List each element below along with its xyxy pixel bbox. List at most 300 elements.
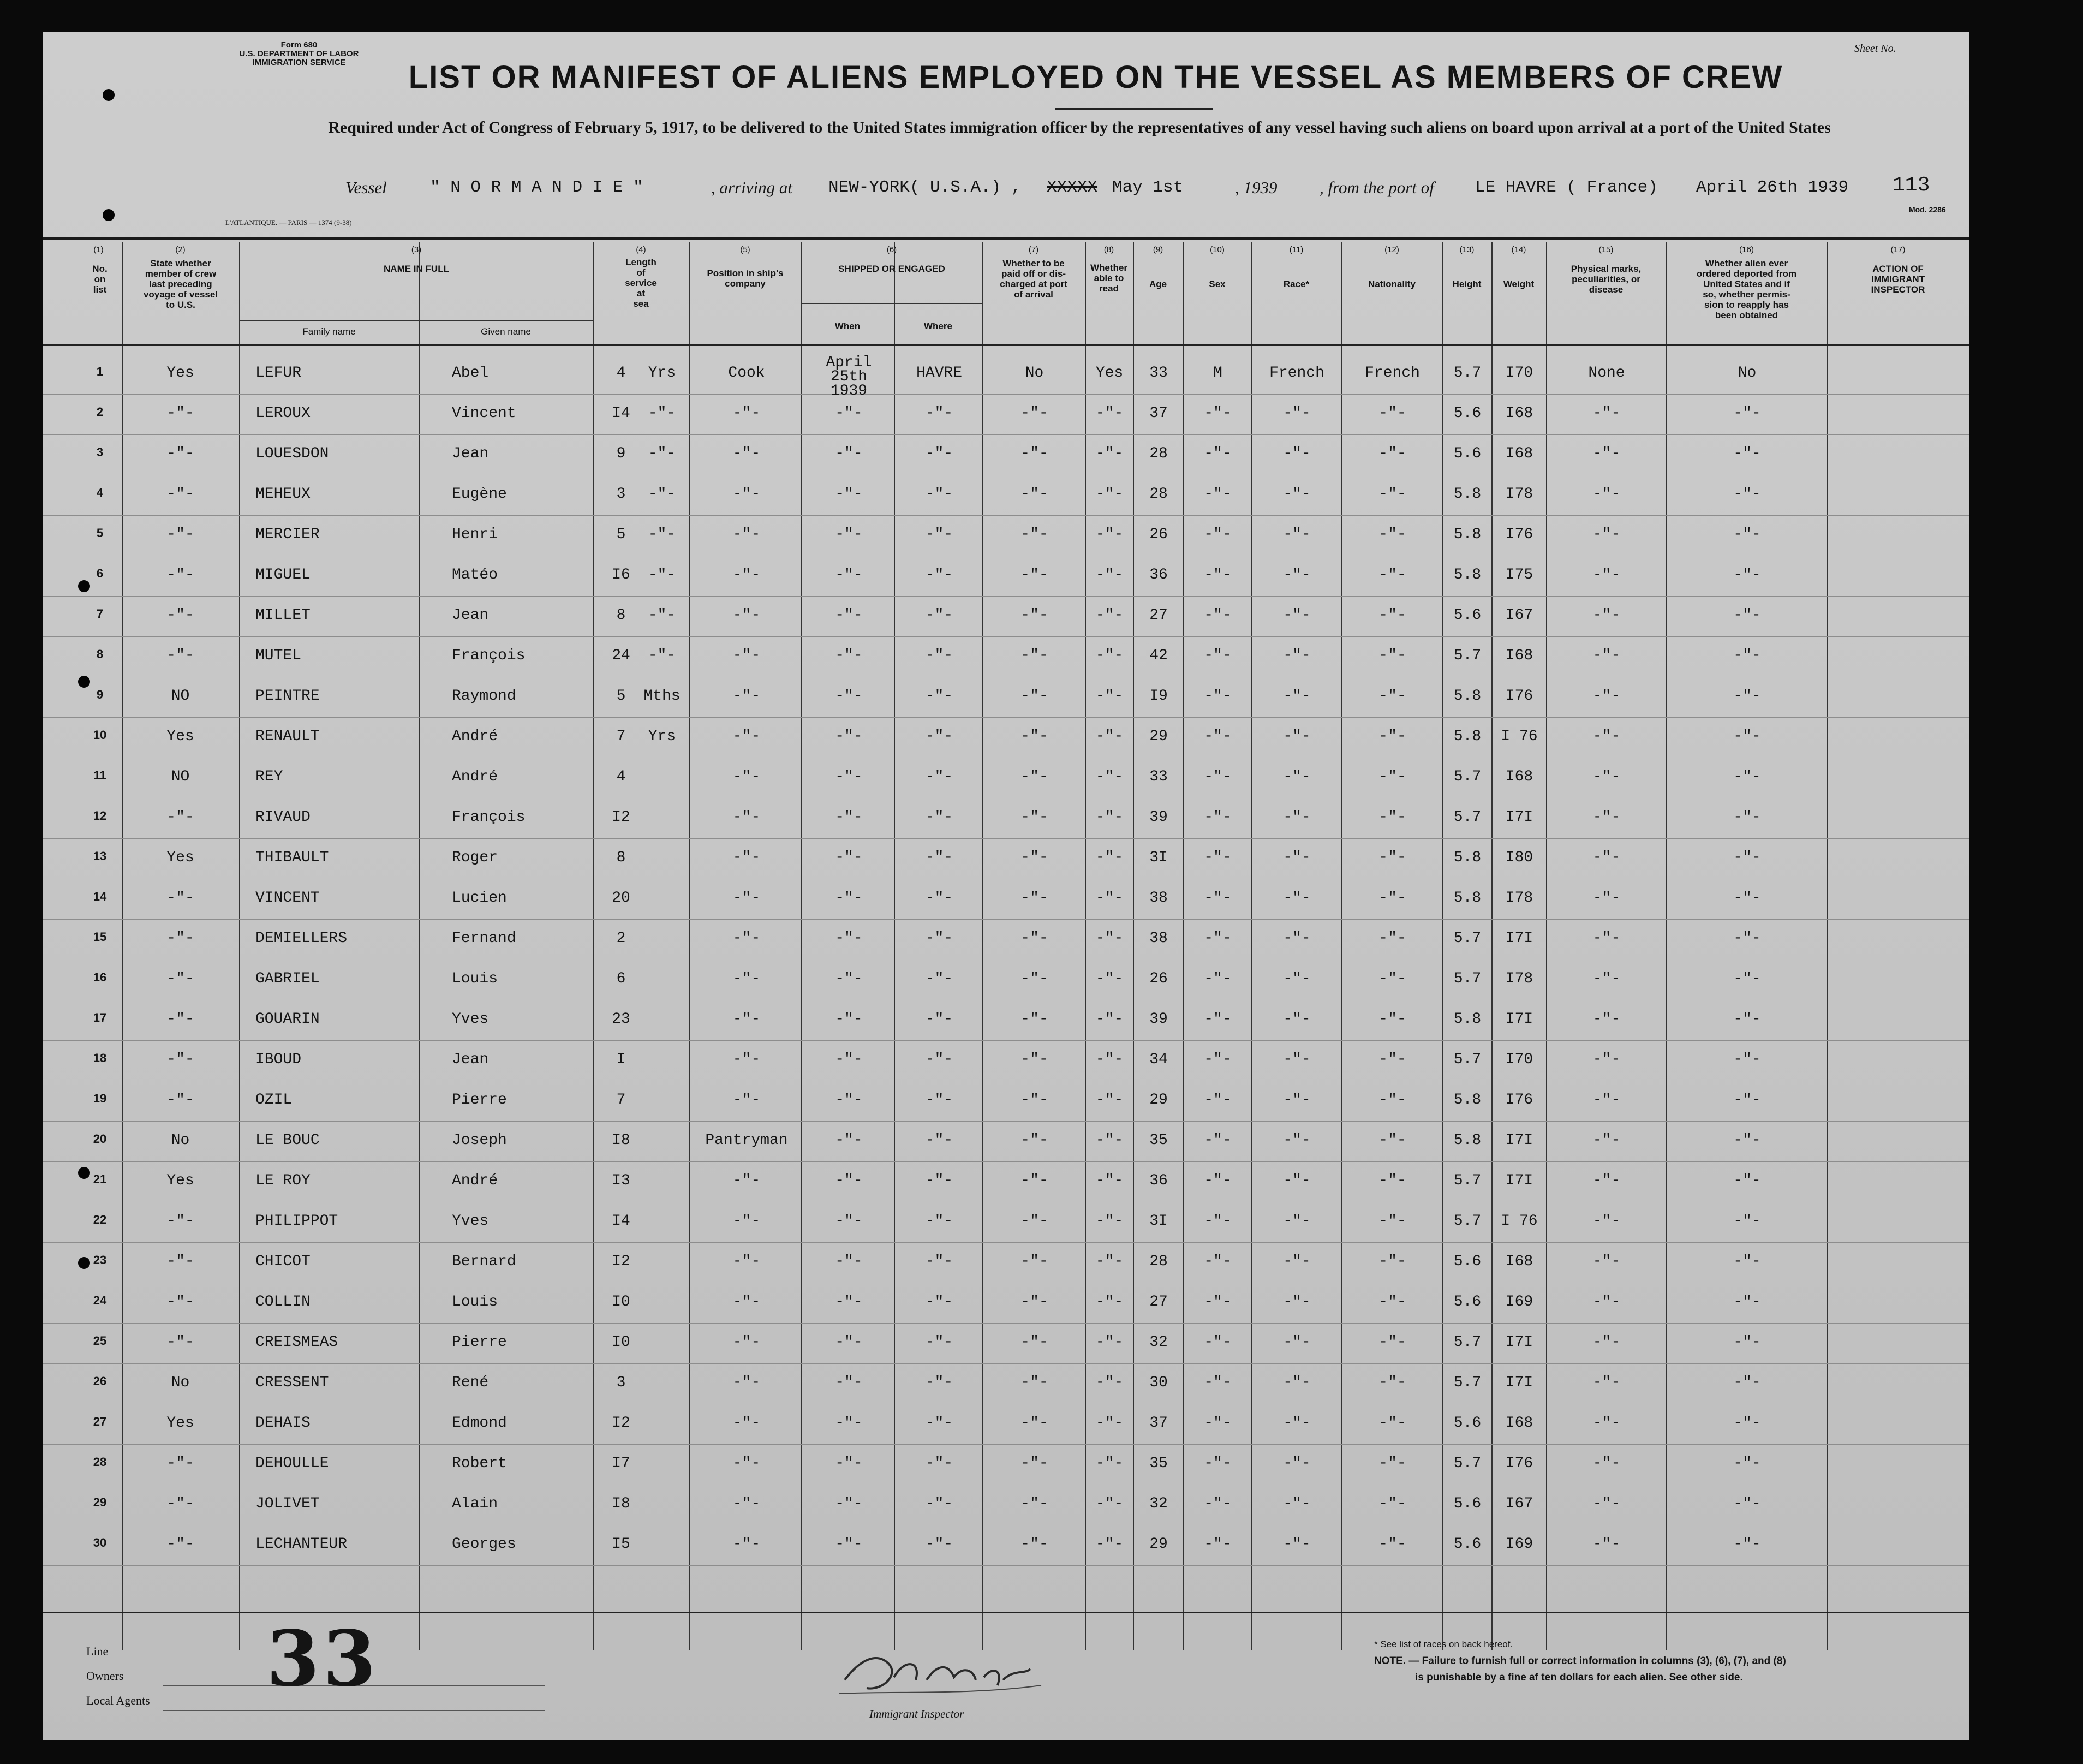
row-rule bbox=[43, 1565, 1969, 1566]
column-number: (4) bbox=[636, 245, 646, 254]
cell-shipped-when: -"- bbox=[835, 809, 863, 826]
cell-able-to-read: -"- bbox=[1095, 1051, 1124, 1068]
cell-sex: -"- bbox=[1204, 1092, 1232, 1109]
cell-shipped-when: -"- bbox=[835, 890, 863, 907]
cell-sex: -"- bbox=[1204, 930, 1232, 947]
cell-family-name: CREISMEAS bbox=[255, 1334, 338, 1351]
cell-paid-off: -"- bbox=[1020, 930, 1048, 947]
cell-shipped-where: -"- bbox=[925, 1374, 953, 1391]
cell-list-number: 3 bbox=[96, 445, 104, 459]
cell-nationality: -"- bbox=[1378, 849, 1406, 866]
cell-previous-voyage: -"- bbox=[166, 1495, 194, 1512]
cell-paid-off: -"- bbox=[1020, 445, 1048, 462]
cell-paid-off: -"- bbox=[1020, 809, 1048, 826]
column-header-bottom bbox=[43, 344, 1969, 346]
row-rule bbox=[43, 717, 1969, 718]
cell-paid-off: -"- bbox=[1020, 526, 1048, 543]
cell-age: 26 bbox=[1149, 970, 1168, 987]
cell-age: 39 bbox=[1149, 1011, 1168, 1028]
header-list-number: No. on list bbox=[92, 264, 108, 295]
cell-position: -"- bbox=[732, 930, 761, 947]
cell-given-name: Vincent bbox=[452, 405, 516, 422]
cell-height: 5.7 bbox=[1453, 809, 1482, 826]
cell-physical-marks: -"- bbox=[1592, 890, 1621, 907]
cell-position: -"- bbox=[732, 809, 761, 826]
cell-list-number: 19 bbox=[93, 1092, 107, 1105]
cell-service-length: I0 bbox=[612, 1334, 630, 1351]
cell-paid-off: -"- bbox=[1020, 607, 1048, 624]
cell-physical-marks: -"- bbox=[1592, 567, 1621, 583]
row-rule bbox=[43, 838, 1969, 839]
cell-previous-voyage: -"- bbox=[166, 1294, 194, 1310]
cell-nationality: -"- bbox=[1378, 486, 1406, 503]
cell-sex: -"- bbox=[1204, 1536, 1232, 1553]
cell-race: -"- bbox=[1283, 1374, 1311, 1391]
cell-service-length: 3 bbox=[616, 1374, 626, 1391]
row-rule bbox=[43, 1363, 1969, 1364]
cell-weight: I7I bbox=[1505, 1172, 1533, 1189]
sheet-number-label: Sheet No. bbox=[1854, 43, 1896, 55]
cell-nationality: -"- bbox=[1378, 647, 1406, 664]
cell-list-number: 28 bbox=[93, 1455, 107, 1469]
cell-family-name: MUTEL bbox=[255, 647, 302, 664]
cell-weight: I75 bbox=[1505, 567, 1533, 583]
cell-paid-off: -"- bbox=[1020, 405, 1048, 422]
cell-position: -"- bbox=[732, 1051, 761, 1068]
cell-weight: I76 bbox=[1505, 526, 1533, 543]
cell-given-name: Abel bbox=[452, 365, 489, 382]
cell-sex: -"- bbox=[1204, 1132, 1232, 1149]
cell-list-number: 10 bbox=[93, 728, 107, 742]
cell-position: -"- bbox=[732, 1213, 761, 1230]
cell-deported: -"- bbox=[1733, 1455, 1761, 1472]
cell-position: -"- bbox=[732, 1092, 761, 1109]
cell-position: Pantryman bbox=[705, 1132, 788, 1149]
header-service-length: Length of service at sea bbox=[625, 257, 657, 309]
cell-deported: -"- bbox=[1733, 1536, 1761, 1553]
cell-position: -"- bbox=[732, 970, 761, 987]
cell-previous-voyage: -"- bbox=[166, 1536, 194, 1553]
cell-family-name: LEROUX bbox=[255, 405, 311, 422]
cell-race: -"- bbox=[1283, 930, 1311, 947]
cell-age: 30 bbox=[1149, 1374, 1168, 1391]
cell-deported: -"- bbox=[1733, 405, 1761, 422]
cell-position: -"- bbox=[732, 1294, 761, 1310]
cell-weight: I68 bbox=[1505, 1415, 1533, 1432]
cell-nationality: -"- bbox=[1378, 607, 1406, 624]
cell-previous-voyage: -"- bbox=[166, 486, 194, 503]
cell-shipped-where: -"- bbox=[925, 1334, 953, 1351]
cell-shipped-where: -"- bbox=[925, 1415, 953, 1432]
cell-able-to-read: -"- bbox=[1095, 1536, 1124, 1553]
cell-sex: -"- bbox=[1204, 526, 1232, 543]
cell-able-to-read: -"- bbox=[1095, 1011, 1124, 1028]
cell-family-name: DEHAIS bbox=[255, 1415, 311, 1432]
cell-able-to-read: -"- bbox=[1095, 1172, 1124, 1189]
cell-service-length: I8 bbox=[612, 1132, 630, 1149]
cell-paid-off: -"- bbox=[1020, 1253, 1048, 1270]
cell-able-to-read: -"- bbox=[1095, 1213, 1124, 1230]
fine-note: is punishable by a fine af ten dollars for each alien. See other side. bbox=[1415, 1672, 1743, 1683]
cell-service-length: 2 bbox=[616, 930, 626, 947]
cell-given-name: Jean bbox=[452, 607, 489, 624]
cell-given-name: Louis bbox=[452, 1294, 498, 1310]
cell-sex: -"- bbox=[1204, 890, 1232, 907]
cell-race: -"- bbox=[1283, 1213, 1311, 1230]
cell-height: 5.8 bbox=[1453, 1092, 1482, 1109]
row-rule bbox=[43, 1121, 1969, 1122]
cell-sex: -"- bbox=[1204, 1495, 1232, 1512]
cell-service-length: 7 bbox=[616, 728, 626, 745]
cell-weight: I76 bbox=[1505, 688, 1533, 705]
cell-nationality: -"- bbox=[1378, 1172, 1406, 1189]
cell-position: -"- bbox=[732, 1253, 761, 1270]
column-number: (10) bbox=[1210, 245, 1225, 254]
column-divider bbox=[419, 242, 420, 1650]
cell-shipped-where: -"- bbox=[925, 768, 953, 785]
cell-service-length: I2 bbox=[612, 809, 630, 826]
cell-race: -"- bbox=[1283, 1334, 1311, 1351]
cell-height: 5.7 bbox=[1453, 647, 1482, 664]
cell-race: -"- bbox=[1283, 1172, 1311, 1189]
cell-position: -"- bbox=[732, 567, 761, 583]
column-divider bbox=[894, 242, 895, 1650]
cell-able-to-read: -"- bbox=[1095, 567, 1124, 583]
shipped-subheader-rule bbox=[801, 303, 982, 304]
cell-family-name: MIGUEL bbox=[255, 567, 311, 583]
cell-list-number: 23 bbox=[93, 1253, 107, 1267]
cell-deported: -"- bbox=[1733, 1294, 1761, 1310]
cell-position: -"- bbox=[732, 1374, 761, 1391]
cell-shipped-when: -"- bbox=[835, 486, 863, 503]
cell-able-to-read: -"- bbox=[1095, 768, 1124, 785]
cell-nationality: -"- bbox=[1378, 1455, 1406, 1472]
cell-able-to-read: -"- bbox=[1095, 1092, 1124, 1109]
cell-weight: I67 bbox=[1505, 1495, 1533, 1512]
row-rule bbox=[43, 1161, 1969, 1162]
column-number: (2) bbox=[175, 245, 186, 254]
cell-able-to-read: -"- bbox=[1095, 1253, 1124, 1270]
header-family-name: Family name bbox=[302, 326, 356, 337]
cell-physical-marks: -"- bbox=[1592, 1172, 1621, 1189]
footer-rule bbox=[43, 1612, 1969, 1613]
cell-given-name: René bbox=[452, 1374, 489, 1391]
cell-family-name: LE BOUC bbox=[255, 1132, 320, 1149]
cell-age: 33 bbox=[1149, 768, 1168, 785]
inspector-label: Immigrant Inspector bbox=[869, 1707, 964, 1720]
cell-weight: I78 bbox=[1505, 970, 1533, 987]
cell-sex: -"- bbox=[1204, 1011, 1232, 1028]
cell-weight: I 76 bbox=[1501, 728, 1538, 745]
cell-paid-off: -"- bbox=[1020, 1051, 1048, 1068]
cell-physical-marks: -"- bbox=[1592, 1455, 1621, 1472]
cell-nationality: -"- bbox=[1378, 930, 1406, 947]
cell-physical-marks: -"- bbox=[1592, 647, 1621, 664]
cell-shipped-when: -"- bbox=[835, 1051, 863, 1068]
cell-race: -"- bbox=[1283, 405, 1311, 422]
cell-age: 38 bbox=[1149, 890, 1168, 907]
cell-nationality: -"- bbox=[1378, 405, 1406, 422]
cell-deported: -"- bbox=[1733, 930, 1761, 947]
cell-height: 5.6 bbox=[1453, 1294, 1482, 1310]
cell-previous-voyage: No bbox=[171, 1374, 190, 1391]
cell-physical-marks: -"- bbox=[1592, 1092, 1621, 1109]
cell-service-unit: -"- bbox=[648, 405, 676, 422]
cell-shipped-where: -"- bbox=[925, 1213, 953, 1230]
cell-given-name: Raymond bbox=[452, 688, 516, 705]
cell-position: -"- bbox=[732, 445, 761, 462]
header-nationality: Nationality bbox=[1368, 279, 1416, 289]
from-port-label: , from the port of bbox=[1320, 178, 1434, 197]
row-rule bbox=[43, 1040, 1969, 1041]
cell-position: -"- bbox=[732, 1334, 761, 1351]
cell-previous-voyage: -"- bbox=[166, 1011, 194, 1028]
cell-service-length: 20 bbox=[612, 890, 630, 907]
cell-service-length: I7 bbox=[612, 1455, 630, 1472]
cell-list-number: 7 bbox=[96, 607, 104, 621]
cell-sex: -"- bbox=[1204, 445, 1232, 462]
cell-paid-off: No bbox=[1025, 365, 1044, 382]
cell-race: -"- bbox=[1283, 647, 1311, 664]
cell-height: 5.7 bbox=[1453, 1172, 1482, 1189]
cell-deported: -"- bbox=[1733, 607, 1761, 624]
cell-shipped-where: HAVRE bbox=[916, 365, 962, 382]
cell-shipped-where: -"- bbox=[925, 849, 953, 866]
cell-height: 5.6 bbox=[1453, 405, 1482, 422]
cell-height: 5.7 bbox=[1453, 1213, 1482, 1230]
cell-nationality: -"- bbox=[1378, 728, 1406, 745]
cell-service-length: I3 bbox=[612, 1172, 630, 1189]
cell-physical-marks: None bbox=[1588, 365, 1625, 382]
cell-list-number: 20 bbox=[93, 1132, 107, 1146]
cell-family-name: COLLIN bbox=[255, 1294, 311, 1310]
cell-shipped-where: -"- bbox=[925, 607, 953, 624]
cell-shipped-when: -"- bbox=[835, 930, 863, 947]
races-note: * See list of races on back hereof. bbox=[1374, 1639, 1513, 1649]
cell-height: 5.8 bbox=[1453, 728, 1482, 745]
cell-able-to-read: -"- bbox=[1095, 486, 1124, 503]
cell-position: -"- bbox=[732, 1455, 761, 1472]
cell-deported: -"- bbox=[1733, 1415, 1761, 1432]
cell-position: -"- bbox=[732, 1011, 761, 1028]
cell-race: -"- bbox=[1283, 1051, 1311, 1068]
cell-race: -"- bbox=[1283, 1455, 1311, 1472]
cell-list-number: 1 bbox=[96, 365, 104, 378]
cell-sex: -"- bbox=[1204, 1294, 1232, 1310]
cell-list-number: 4 bbox=[96, 486, 104, 499]
cell-age: 3I bbox=[1149, 849, 1168, 866]
cell-sex: -"- bbox=[1204, 1415, 1232, 1432]
cell-weight: I67 bbox=[1505, 607, 1533, 624]
cell-age: 32 bbox=[1149, 1334, 1168, 1351]
cell-age: 27 bbox=[1149, 607, 1168, 624]
header-physical-marks: Physical marks, peculiarities, or disease bbox=[1571, 264, 1642, 295]
cell-service-unit: -"- bbox=[648, 445, 676, 462]
vessel-label: Vessel bbox=[345, 178, 387, 197]
header-when: When bbox=[834, 321, 861, 331]
cell-physical-marks: -"- bbox=[1592, 1294, 1621, 1310]
cell-able-to-read: -"- bbox=[1095, 647, 1124, 664]
arrival-year: , 1939 bbox=[1235, 178, 1278, 197]
cell-list-number: 22 bbox=[93, 1213, 107, 1226]
cell-shipped-when: April 25th 1939 bbox=[826, 354, 872, 400]
cell-paid-off: -"- bbox=[1020, 1132, 1048, 1149]
cell-weight: I69 bbox=[1505, 1294, 1533, 1310]
cell-given-name: Pierre bbox=[452, 1334, 507, 1351]
cell-nationality: -"- bbox=[1378, 688, 1406, 705]
cell-race: -"- bbox=[1283, 809, 1311, 826]
cell-height: 5.6 bbox=[1453, 1495, 1482, 1512]
cell-given-name: André bbox=[452, 1172, 498, 1189]
cell-list-number: 29 bbox=[93, 1495, 107, 1509]
cell-family-name: GABRIEL bbox=[255, 970, 320, 987]
cell-family-name: MILLET bbox=[255, 607, 311, 624]
cell-given-name: André bbox=[452, 768, 498, 785]
cell-service-length: 23 bbox=[612, 1011, 630, 1028]
cell-shipped-where: -"- bbox=[925, 526, 953, 543]
cell-physical-marks: -"- bbox=[1592, 1536, 1621, 1553]
cell-age: 3I bbox=[1149, 1213, 1168, 1230]
cell-family-name: RIVAUD bbox=[255, 809, 311, 826]
cell-paid-off: -"- bbox=[1020, 1415, 1048, 1432]
cell-age: 28 bbox=[1149, 1253, 1168, 1270]
cell-sex: -"- bbox=[1204, 1374, 1232, 1391]
cell-nationality: -"- bbox=[1378, 1536, 1406, 1553]
cell-race: -"- bbox=[1283, 1495, 1311, 1512]
cell-age: 42 bbox=[1149, 647, 1168, 664]
cell-deported: -"- bbox=[1733, 567, 1761, 583]
cell-race: -"- bbox=[1283, 1092, 1311, 1109]
cell-paid-off: -"- bbox=[1020, 1294, 1048, 1310]
cell-given-name: Jean bbox=[452, 1051, 489, 1068]
row-rule bbox=[43, 1242, 1969, 1243]
cell-sex: -"- bbox=[1204, 809, 1232, 826]
cell-family-name: VINCENT bbox=[255, 890, 320, 907]
cell-sex: -"- bbox=[1204, 486, 1232, 503]
cell-deported: -"- bbox=[1733, 1132, 1761, 1149]
cell-sex: -"- bbox=[1204, 647, 1232, 664]
cell-paid-off: -"- bbox=[1020, 1213, 1048, 1230]
arriving-label: , arriving at bbox=[711, 178, 792, 197]
cell-weight: I78 bbox=[1505, 890, 1533, 907]
punch-hole bbox=[103, 209, 115, 221]
cell-weight: I68 bbox=[1505, 405, 1533, 422]
cell-age: 35 bbox=[1149, 1455, 1168, 1472]
cell-service-length: 9 bbox=[616, 445, 626, 462]
cell-family-name: THIBAULT bbox=[255, 849, 329, 866]
arrival-port: NEW-YORK( U.S.A.) , bbox=[828, 178, 1022, 197]
column-number: (6) bbox=[886, 245, 897, 254]
cell-weight: I7I bbox=[1505, 1011, 1533, 1028]
cell-weight: I7I bbox=[1505, 1374, 1533, 1391]
cell-family-name: LOUESDON bbox=[255, 445, 329, 462]
header-where: Where bbox=[924, 321, 952, 331]
row-rule bbox=[43, 1323, 1969, 1324]
cell-physical-marks: -"- bbox=[1592, 1374, 1621, 1391]
cell-given-name: Eugène bbox=[452, 486, 507, 503]
cell-physical-marks: -"- bbox=[1592, 526, 1621, 543]
cell-shipped-where: -"- bbox=[925, 647, 953, 664]
manifest-sheet bbox=[43, 32, 1969, 1740]
cell-nationality: -"- bbox=[1378, 1495, 1406, 1512]
cell-physical-marks: -"- bbox=[1592, 1495, 1621, 1512]
cell-weight: I78 bbox=[1505, 486, 1533, 503]
cell-deported: -"- bbox=[1733, 1092, 1761, 1109]
cell-position: -"- bbox=[732, 405, 761, 422]
failure-note: NOTE. — Failure to furnish full or correct information in columns (3), (6), (7), and (8) bbox=[1374, 1655, 1786, 1667]
row-rule bbox=[43, 919, 1969, 920]
header-weight: Weight bbox=[1503, 279, 1535, 289]
cell-nationality: -"- bbox=[1378, 1011, 1406, 1028]
cell-previous-voyage: -"- bbox=[166, 567, 194, 583]
cell-able-to-read: -"- bbox=[1095, 445, 1124, 462]
cell-race: -"- bbox=[1283, 1415, 1311, 1432]
departure-port: LE HAVRE ( France) bbox=[1475, 178, 1658, 197]
cell-nationality: -"- bbox=[1378, 445, 1406, 462]
cell-list-number: 15 bbox=[93, 930, 107, 944]
column-number: (16) bbox=[1739, 245, 1754, 254]
cell-family-name: MEHEUX bbox=[255, 486, 311, 503]
cell-given-name: Jean bbox=[452, 445, 489, 462]
cell-position: -"- bbox=[732, 607, 761, 624]
cell-height: 5.6 bbox=[1453, 607, 1482, 624]
cell-physical-marks: -"- bbox=[1592, 405, 1621, 422]
cell-shipped-when: -"- bbox=[835, 1374, 863, 1391]
cell-race: -"- bbox=[1283, 970, 1311, 987]
cell-height: 5.7 bbox=[1453, 970, 1482, 987]
header-position: Position in ship's company bbox=[707, 268, 784, 289]
cell-physical-marks: -"- bbox=[1592, 1132, 1621, 1149]
cell-service-unit: -"- bbox=[648, 526, 676, 543]
cell-age: 36 bbox=[1149, 1172, 1168, 1189]
cell-previous-voyage: -"- bbox=[166, 526, 194, 543]
cell-deported: -"- bbox=[1733, 1334, 1761, 1351]
header-height: Height bbox=[1452, 279, 1482, 289]
cell-shipped-where: -"- bbox=[925, 1172, 953, 1189]
cell-physical-marks: -"- bbox=[1592, 1415, 1621, 1432]
cell-age: 27 bbox=[1149, 1294, 1168, 1310]
cell-list-number: 26 bbox=[93, 1374, 107, 1388]
cell-service-unit: -"- bbox=[648, 486, 676, 503]
cell-list-number: 25 bbox=[93, 1334, 107, 1348]
cell-given-name: Pierre bbox=[452, 1092, 507, 1109]
vessel-line bbox=[43, 174, 1969, 205]
cell-shipped-when: -"- bbox=[835, 1172, 863, 1189]
cell-given-name: Lucien bbox=[452, 890, 507, 907]
cell-shipped-where: -"- bbox=[925, 1132, 953, 1149]
cell-sex: -"- bbox=[1204, 1213, 1232, 1230]
cell-able-to-read: -"- bbox=[1095, 809, 1124, 826]
cell-position: -"- bbox=[732, 890, 761, 907]
footer-line-label: Line bbox=[86, 1644, 109, 1658]
cell-shipped-when: -"- bbox=[835, 567, 863, 583]
cell-weight: I 76 bbox=[1501, 1213, 1538, 1230]
cell-weight: I68 bbox=[1505, 445, 1533, 462]
cell-sex: -"- bbox=[1204, 768, 1232, 785]
column-divider bbox=[1827, 242, 1828, 1650]
cell-list-number: 18 bbox=[93, 1051, 107, 1065]
cell-family-name: LE ROY bbox=[255, 1172, 311, 1189]
cell-height: 5.8 bbox=[1453, 890, 1482, 907]
cell-height: 5.7 bbox=[1453, 1051, 1482, 1068]
cell-nationality: -"- bbox=[1378, 1051, 1406, 1068]
cell-paid-off: -"- bbox=[1020, 1536, 1048, 1553]
cell-service-length: I6 bbox=[612, 567, 630, 583]
cell-sex: -"- bbox=[1204, 567, 1232, 583]
cell-position: Cook bbox=[728, 365, 765, 382]
cell-deported: No bbox=[1738, 365, 1757, 382]
cell-list-number: 5 bbox=[96, 526, 104, 540]
